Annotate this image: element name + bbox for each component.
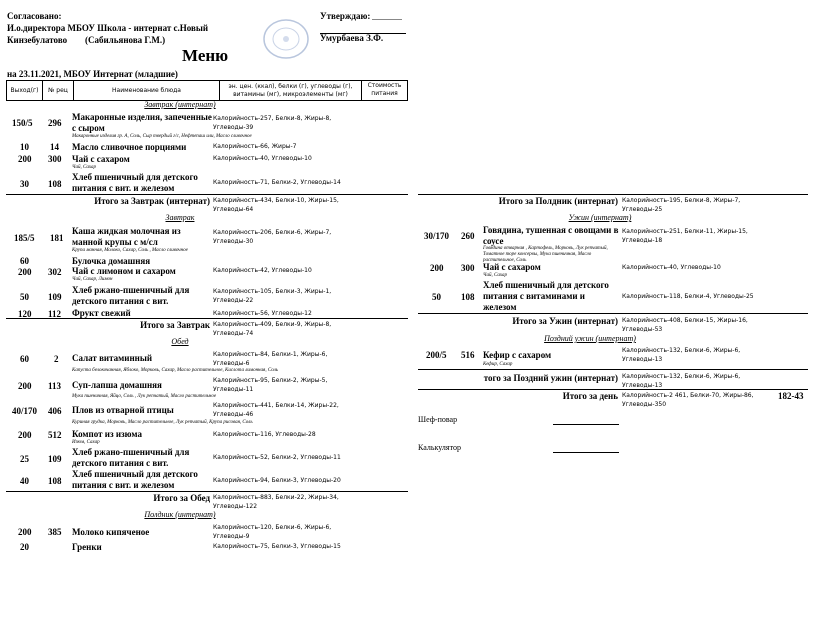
nutrition-value: Калорийность-95, Белки-2, Жиры-5, Углеводы-11 xyxy=(213,377,328,393)
output-value: 150/5 xyxy=(12,118,33,128)
dish-name: Говядина, тушенная с овощами в соусе xyxy=(483,225,619,246)
day-total-nutrition: Калорийность-2 461, Белки-70, Жиры-86, Углеводы-350 xyxy=(622,392,754,408)
dish-name: Гренки xyxy=(72,542,102,552)
total-label: Итого за Ужин (интернат) xyxy=(512,316,618,326)
nutrition-value: Калорийность-251, Белки-11, Жиры-15, Углеводы-18 xyxy=(622,228,748,244)
dish-name: Хлеб ржано-пшеничный для детского питания с вит. xyxy=(72,285,190,306)
output-value: 60 xyxy=(20,354,29,364)
section-title: Полдник (интернат) xyxy=(144,510,216,519)
nutrition-value: Калорийность-40, Углеводы-10 xyxy=(213,155,312,162)
recipe-number: 108 xyxy=(48,476,62,486)
nutrition-value: Калорийность-84, Белки-1, Жиры-6, Углеводы-6 xyxy=(213,351,328,367)
nutrition-value: Калорийность-40, Углеводы-10 xyxy=(622,264,721,271)
total-nutrition: Калорийность-883, Белки-22, Жиры-34, Углеводы-122 xyxy=(213,494,339,510)
nutrition-value: Калорийность-257, Белки-8, Жиры-8, Углеводы-39 xyxy=(213,115,332,131)
divider xyxy=(6,194,408,195)
nutrition-value: Калорийность-42, Углеводы-10 xyxy=(213,267,312,274)
dish-ingredients: Изюм, Сахар xyxy=(72,440,100,445)
output-value: 200 xyxy=(18,527,32,537)
dish-name: Масло сливочное порциями xyxy=(72,142,187,152)
calculator-sign-line xyxy=(553,452,619,453)
total-nutrition: Калорийность-408, Белки-15, Жиры-16, Углеводы-53 xyxy=(622,317,748,333)
dish-name: Компот из изюма xyxy=(72,429,142,439)
divider xyxy=(418,313,808,314)
col-recipe: № рец xyxy=(43,81,74,100)
dish-name: Чай с сахаром xyxy=(483,262,541,272)
agreed-line1: И.о.директора МБОУ Школа - интернат с.Новый xyxy=(7,23,209,33)
dish-name: Плов из отварной птицы xyxy=(72,405,174,415)
section-title: Обед xyxy=(171,337,189,346)
col-nutrition: эн. цен. (ккал), белки (г), углеводы (г), витамины (мг), микроэлементы (мг) xyxy=(220,81,362,100)
dish-ingredients: Мука пшеничная, Яйцо, Соль , Лук репчатый, Масло растительное xyxy=(72,394,217,399)
dish-ingredients: Крупа манная, Молоко, Сахар, Соль , Масло сливочное xyxy=(72,248,188,253)
output-value: 40/170 xyxy=(12,406,38,416)
nutrition-value: Калорийность-118, Белки-4, Углеводы-25 xyxy=(622,293,754,300)
dish-name: Фрукт свежий xyxy=(72,308,131,318)
dish-name: Салат витаминный xyxy=(72,353,153,363)
recipe-number: 108 xyxy=(48,179,62,189)
recipe-number: 300 xyxy=(461,263,475,273)
output-value: 40 xyxy=(20,476,29,486)
output-value: 120 xyxy=(18,309,32,319)
dish-name: Хлеб пшеничный для детского питания с витаминами и железом xyxy=(483,280,609,312)
recipe-number: 512 xyxy=(48,430,62,440)
output-value: 30 xyxy=(20,179,29,189)
recipe-number: 300 xyxy=(48,154,62,164)
dish-name: Хлеб пшеничный для детского питания с вит. и железом xyxy=(72,172,198,193)
table-header xyxy=(6,80,408,101)
day-total-label: Итого за день xyxy=(562,391,618,401)
col-output: Выход(г) xyxy=(7,81,43,100)
total-nutrition: Калорийность-132, Белки-6, Жиры-6, Углеводы-13 xyxy=(622,373,741,389)
page-title: Меню xyxy=(182,46,229,65)
chef-label: Шеф-повар xyxy=(418,415,458,424)
recipe-number: 260 xyxy=(461,231,475,241)
recipe-number: 109 xyxy=(48,454,62,464)
nutrition-value: Калорийность-66, Жиры-7 xyxy=(213,143,297,150)
output-value: 200 xyxy=(18,154,32,164)
recipe-number: 113 xyxy=(48,381,62,391)
approve-label: Утверждаю: xyxy=(320,11,371,21)
calculator-label: Калькулятор xyxy=(418,443,461,452)
dish-ingredients: Чай, Сахар xyxy=(483,273,507,278)
dish-name: Макаронные изделия, запеченные с сыром xyxy=(72,112,212,133)
dish-name: Чай с лимоном и сахаром xyxy=(72,266,176,276)
output-value: 200 xyxy=(18,430,32,440)
nutrition-value: Калорийность-116, Углеводы-28 xyxy=(213,431,316,438)
output-value: 25 xyxy=(20,454,29,464)
nutrition-value: Калорийность-206, Белки-6, Жиры-7, Углеводы-30 xyxy=(213,229,332,245)
section-title: Завтрак (интернат) xyxy=(144,100,216,109)
dish-ingredients: Макаронные изделия гр. А, Соль, Сыр твердый г/с, Нефтепаш или, Масло сливочное xyxy=(72,134,252,139)
total-label: Итого за Завтрак xyxy=(140,320,210,330)
dish-ingredients: Капуста белокочанная, Яблоко, Морковь, Сахар, Масло растительное, Кислота лимонная, Соль xyxy=(72,368,279,373)
dish-name: Хлеб ржано-пшеничный для детского питания с вит. xyxy=(72,447,190,468)
recipe-number: 302 xyxy=(48,267,62,277)
recipe-number: 296 xyxy=(48,118,62,128)
agreed-line2-right: (Сабильянова Г.М.) xyxy=(85,35,166,45)
approve-sign-line xyxy=(372,19,402,20)
total-nutrition: Калорийность-195, Белки-8, Жиры-7, Углеводы-25 xyxy=(622,197,741,213)
section-title: Завтрак xyxy=(165,213,195,222)
dish-ingredients: Кефир, Сахар xyxy=(483,362,513,367)
section-title: Поздний ужин (интернат) xyxy=(544,334,636,343)
stamp-seal xyxy=(262,18,310,60)
recipe-number: 112 xyxy=(48,309,62,319)
day-total-cost: 182-43 xyxy=(778,391,804,401)
recipe-number: 406 xyxy=(48,406,62,416)
divider xyxy=(418,194,808,195)
output-value: 185/5 xyxy=(14,233,35,243)
dish-name: Булочка домашняя xyxy=(72,256,151,266)
nutrition-value: Калорийность-105, Белки-3, Жиры-1, Углеводы-22 xyxy=(213,288,332,304)
nutrition-value: Калорийность-71, Белки-2, Углеводы-14 xyxy=(213,179,341,186)
total-label: Итого за Завтрак (интернат) xyxy=(94,196,210,206)
recipe-number: 385 xyxy=(48,527,62,537)
dish-name: Чай с сахаром xyxy=(72,154,130,164)
nutrition-value: Калорийность-75, Белки-3, Углеводы-15 xyxy=(213,543,341,550)
total-label: Итого за Полдник (интернат) xyxy=(498,196,618,206)
approve-name: Умурбаева З.Ф. xyxy=(320,33,384,43)
dish-ingredients: Куриная грудка, Морковь, Масло растительное, Лук репчатый, Крупа рисовая, Соль xyxy=(72,420,253,425)
output-value: 10 xyxy=(20,142,29,152)
output-value: 20 xyxy=(20,542,29,552)
output-value: 200 xyxy=(430,263,444,273)
nutrition-value: Калорийность-56, Углеводы-12 xyxy=(213,310,312,317)
dish-name: Каша жидкая молочная из манной крупы с м/сл xyxy=(72,226,181,247)
output-value: 50 xyxy=(432,292,441,302)
divider xyxy=(6,491,408,492)
output-value: 200 xyxy=(18,267,32,277)
agreed-label: Согласовано: xyxy=(7,11,62,21)
col-name: Наименование блюда xyxy=(74,81,220,100)
dish-name: Суп-лапша домашняя xyxy=(72,380,162,390)
dish-ingredients: Говядина отварная , Картофель, Морковь, Лук репчатый, Томатное пюре консервы, Мука пшеничная, Масло растительное, Соль xyxy=(483,246,608,263)
col-cost: Стоимость питания xyxy=(367,82,402,97)
output-value: 200 xyxy=(18,381,32,391)
recipe-number: 516 xyxy=(461,350,475,360)
dish-name: Кефир с сахаром xyxy=(483,350,552,360)
divider xyxy=(418,369,808,370)
dish-ingredients: Чай, Сахар, Лимон xyxy=(72,277,113,282)
nutrition-value: Калорийность-94, Белки-3, Углеводы-20 xyxy=(213,477,341,484)
recipe-number: 2 xyxy=(54,354,59,364)
nutrition-value: Калорийность-52, Белки-2, Углеводы-11 xyxy=(213,454,341,461)
total-nutrition: Калорийность-409, Белки-9, Жиры-8, Углеводы-74 xyxy=(213,321,332,337)
total-label: того за Поздний ужин (интернат) xyxy=(483,373,618,383)
divider xyxy=(6,318,408,319)
page-subtitle: на 23.11.2021, МБОУ Интернат (младшие) xyxy=(7,69,178,79)
nutrition-value: Калорийность-132, Белки-6, Жиры-6, Углеводы-13 xyxy=(622,347,741,363)
output-value: 50 xyxy=(20,292,29,302)
nutrition-value: Калорийность-120, Белки-6, Жиры-6, Углеводы-9 xyxy=(213,524,332,540)
dish-name: Молоко кипяченое xyxy=(72,527,150,537)
chef-sign-line xyxy=(553,424,619,425)
recipe-number: 14 xyxy=(50,142,59,152)
total-nutrition: Калорийность-434, Белки-10, Жиры-15, Углеводы-64 xyxy=(213,197,339,213)
divider xyxy=(418,389,808,390)
dish-ingredients: Чай, Сахар xyxy=(72,165,96,170)
recipe-number: 109 xyxy=(48,292,62,302)
output-value: 200/5 xyxy=(426,350,447,360)
nutrition-value: Калорийность-441, Белки-14, Жиры-22, Углеводы-46 xyxy=(213,402,339,418)
section-title: Ужин (интернат) xyxy=(568,213,632,222)
recipe-number: 108 xyxy=(461,292,475,302)
recipe-number: 181 xyxy=(50,233,64,243)
output-value: 60 xyxy=(20,256,29,266)
dish-name: Хлеб пшеничный для детского питания с вит. и железом xyxy=(72,469,198,490)
agreed-line2-left: Кинзебулатово xyxy=(7,35,68,45)
total-label: Итого за Обед xyxy=(153,493,210,503)
output-value: 30/170 xyxy=(424,231,450,241)
